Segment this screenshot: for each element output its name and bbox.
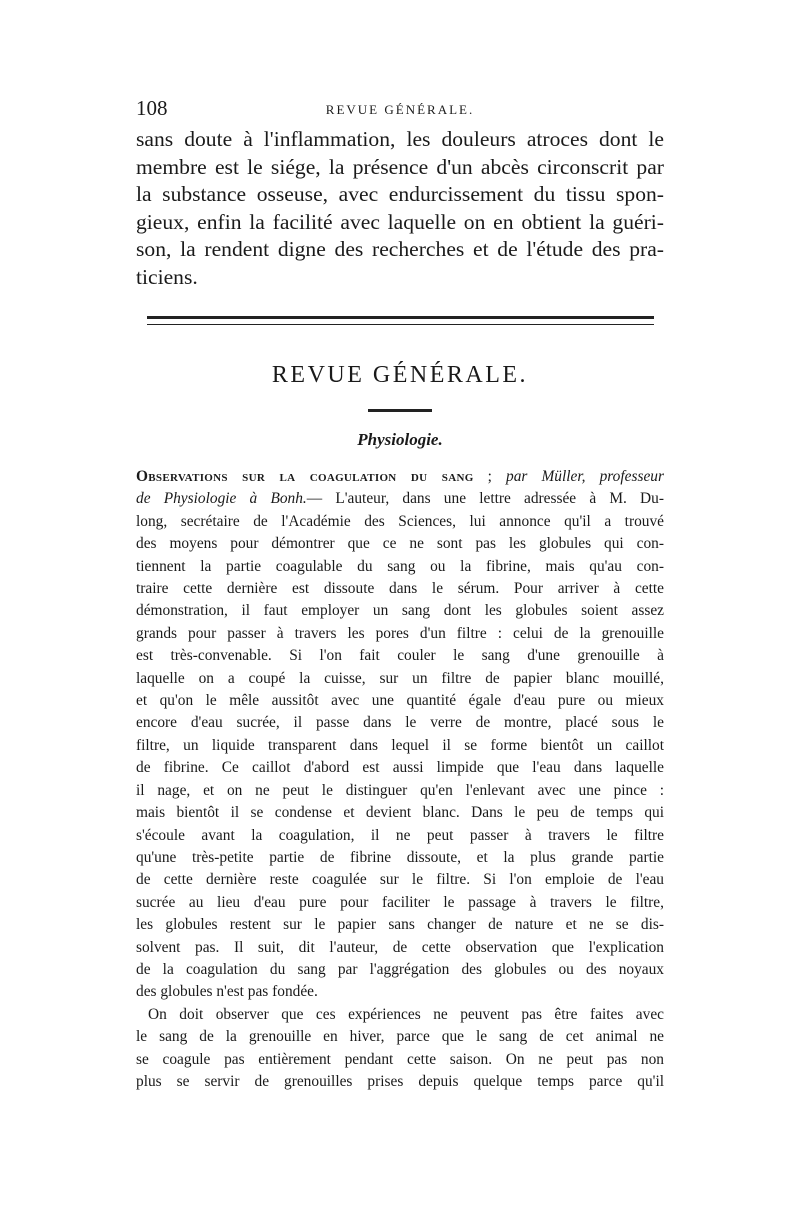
article-line-rest: — L'auteur, dans une lettre adressée à M. Du- [306,490,664,508]
article-line: traire cette dernière est dissoute dans le sérum. Pour arriver à cette [136,580,664,598]
article-line: les globules restent sur le papier sans changer de nature et ne se dis- [136,916,664,934]
article-line: solvent pas. Il suit, dit l'auteur, de cette observation que l'explication [136,938,664,956]
subsection-title: Physiologie. [357,430,443,449]
section-divider-rule [147,316,654,325]
intro-line: la substance osseuse, avec endurcissement du tissu spon- [136,182,664,206]
article-line: de la coagulation du sang par l'aggrégation des globules ou des noyaux [136,960,664,978]
article-byline-cont: de Physiologie à Bonh. [136,490,307,508]
article-line: encore d'eau sucrée, il passe dans le verre de montre, placé sous le [136,714,664,732]
paragraph-line: le sang de la grenouille en hiver, parce que le sang de cet animal ne [136,1028,664,1046]
article-line: qu'une très-petite partie de fibrine dissoute, et la plus grande partie [136,848,664,866]
intro-line: membre est le siége, la présence d'un abcès circonscrit par [136,154,664,179]
section-title: REVUE GÉNÉRALE. [271,362,529,388]
article-line: des moyens pour démontrer que ce ne sont pas les globules qui con- [136,535,664,553]
article-line: il nage, et on ne peut le distinguer qu'en l'enlevant avec une pince : [136,781,664,799]
paragraph-line: On doit observer que ces expériences ne peuvent pas être faites avec [148,1005,664,1023]
article-byline: par Müller, professeur [506,468,664,485]
article-line: tiennent la partie coagulable du sang ou la fibrine, mais qu'au con- [136,557,664,575]
article-line: laquelle on a coupé la cuisse, sur un filtre de papier blanc mouillé, [136,669,664,687]
intro-paragraph [136,126,664,291]
paragraph-line: plus se servir de grenouilles prises depuis quelque temps parce qu'il [136,1072,664,1090]
paragraph-line: se coagule pas entièrement pendant cette saison. On ne peut pas non [136,1050,664,1068]
intro-line: gieux, enfin la facilité avec laquelle on en obtient la guéri- [136,209,664,234]
article-line: grands pour passer à travers les pores d'un filtre : celui de la grenouille [136,624,664,642]
article-first-line [136,466,664,488]
article-line: de fibrine. Ce caillot d'abord est aussi limpide que l'eau dans laquelle [136,759,664,777]
article-heading-separator: ; [473,468,506,485]
article-line: démonstration, il faut employer un sang dont les globules soient assez [136,602,664,620]
article-line: de cette dernière reste coagulée sur le filtre. Si l'on emploie de l'eau [136,871,664,889]
article-body [136,466,664,1093]
title-underline-rule [368,409,432,412]
article-line: sucrée au lieu d'eau pure pour faciliter le passage à travers le filtre, [136,893,664,911]
running-head [136,96,664,126]
page-number: 108 [136,96,168,120]
article-second-line [136,488,664,510]
article-line: s'écoule avant la coagulation, il ne peut passer à travers le filtre [136,826,664,844]
article-line: des globules n'est pas fondée. [136,983,318,1001]
article-line: est très-convenable. Si l'on fait couler le sang d'une grenouille à [136,647,664,665]
article-line: filtre, un liquide transparent dans lequel il se forme bientôt un caillot [136,736,664,754]
intro-line: sans doute à l'inflammation, les douleurs atroces dont le [136,127,664,151]
running-title: REVUE GÉNÉRALE. [325,102,475,117]
intro-line: son, la rendent digne des recherches et de l'étude des pra- [136,237,664,261]
article-heading: Observations sur la coagulation du sang [136,468,474,485]
intro-line: ticiens. [136,264,198,289]
article-line: long, secrétaire de l'Académie des Sciences, lui annonce qu'il a trouvé [136,512,664,530]
article-line: et qu'on le mêle aussitôt avec une quantité égale d'eau pure ou mieux [136,692,664,710]
article-line: mais bientôt il se condense et devient blanc. Dans le peu de temps qui [136,804,664,822]
